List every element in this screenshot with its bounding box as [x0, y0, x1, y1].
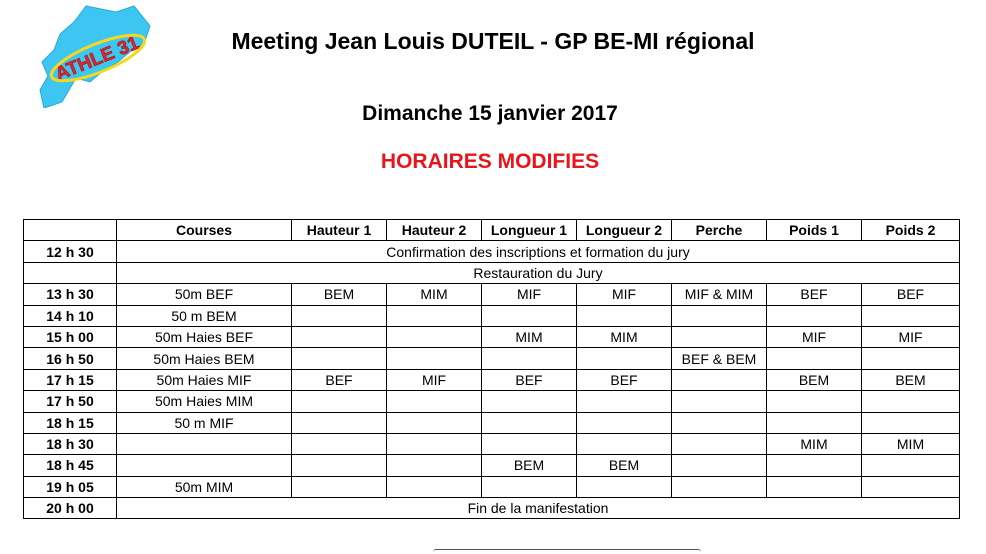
event-cell: [577, 476, 672, 497]
event-cell: [482, 476, 577, 497]
event-cell: [862, 348, 960, 369]
schedule-row: [24, 284, 960, 305]
schedule-row: [24, 433, 960, 454]
event-cell: BEF & BEM: [672, 348, 767, 369]
event-cell: [672, 326, 767, 347]
time-cell: 17 h 50: [24, 391, 117, 412]
event-cell: [577, 391, 672, 412]
event-cell: [387, 433, 482, 454]
event-cell: BEM: [292, 284, 387, 305]
event-cell: [672, 369, 767, 390]
athle31-logo: [38, 4, 158, 108]
schedule-row: [24, 326, 960, 347]
header-cell: Longueur 1: [482, 220, 577, 241]
event-cell: [862, 305, 960, 326]
event-cell: [387, 455, 482, 476]
logo-text-athle: ATHLE 31: [52, 32, 143, 86]
event-cell: [482, 412, 577, 433]
event-cell: [577, 348, 672, 369]
header-time-cell: [24, 220, 117, 241]
event-cell: [387, 348, 482, 369]
event-cell: [387, 391, 482, 412]
event-cell: BEM: [862, 369, 960, 390]
event-cell: [292, 305, 387, 326]
event-cell: [767, 305, 862, 326]
header-cell: Poids 2: [862, 220, 960, 241]
event-cell: BEM: [482, 455, 577, 476]
event-cell: [387, 326, 482, 347]
course-cell: [117, 433, 292, 454]
event-cell: [292, 476, 387, 497]
time-cell: 18 h 45: [24, 455, 117, 476]
event-cell: [862, 412, 960, 433]
event-cell: [387, 476, 482, 497]
event-cell: [482, 433, 577, 454]
event-cell: [767, 348, 862, 369]
event-cell: [292, 326, 387, 347]
course-cell: 50 m MIF: [117, 412, 292, 433]
event-cell: [482, 305, 577, 326]
course-cell: 50m Haies BEM: [117, 348, 292, 369]
event-cell: [672, 391, 767, 412]
event-cell: BEF: [862, 284, 960, 305]
schedule-row: [24, 241, 960, 262]
event-cell: [292, 433, 387, 454]
time-cell: 20 h 00: [24, 498, 117, 519]
event-cell: [862, 476, 960, 497]
event-cell: [767, 412, 862, 433]
time-cell: 13 h 30: [24, 284, 117, 305]
event-cell: [387, 412, 482, 433]
event-cell: MIF: [862, 326, 960, 347]
schedule-row: [24, 455, 960, 476]
schedule-row: [24, 348, 960, 369]
event-cell: MIF & MIM: [672, 284, 767, 305]
course-cell: 50m Haies BEF: [117, 326, 292, 347]
bottom-edge-hint: [433, 549, 701, 554]
event-cell: [672, 433, 767, 454]
event-cell: [862, 391, 960, 412]
header-cell: Longueur 2: [577, 220, 672, 241]
event-cell: [292, 348, 387, 369]
merged-cell: Fin de la manifestation: [117, 498, 960, 519]
event-cell: [672, 455, 767, 476]
schedule-table: [23, 219, 960, 519]
event-cell: [292, 391, 387, 412]
course-cell: 50m Haies MIM: [117, 391, 292, 412]
schedule-row: [24, 369, 960, 390]
schedule-row: [24, 476, 960, 497]
schedule-row: [24, 412, 960, 433]
event-cell: [862, 455, 960, 476]
time-cell: 16 h 50: [24, 348, 117, 369]
header-cell: Hauteur 1: [292, 220, 387, 241]
header-cell: Courses: [117, 220, 292, 241]
event-cell: MIM: [482, 326, 577, 347]
event-cell: MIF: [387, 369, 482, 390]
event-date: Dimanche 15 janvier 2017: [362, 102, 618, 125]
schedule-row: [24, 498, 960, 519]
course-cell: 50 m BEM: [117, 305, 292, 326]
event-cell: MIM: [387, 284, 482, 305]
schedule-row: [24, 262, 960, 283]
logo-graphic: [38, 4, 158, 108]
event-cell: BEF: [577, 369, 672, 390]
event-cell: [672, 305, 767, 326]
header-cell: Perche: [672, 220, 767, 241]
header-cell: Poids 1: [767, 220, 862, 241]
event-cell: [767, 391, 862, 412]
event-cell: BEF: [292, 369, 387, 390]
time-cell: 18 h 15: [24, 412, 117, 433]
event-cell: BEM: [767, 369, 862, 390]
time-cell: 14 h 10: [24, 305, 117, 326]
event-cell: BEM: [577, 455, 672, 476]
time-cell: [24, 262, 117, 283]
event-cell: [672, 412, 767, 433]
event-cell: MIF: [577, 284, 672, 305]
merged-cell: Restauration du Jury: [117, 262, 960, 283]
course-cell: 50m Haies MIF: [117, 369, 292, 390]
time-cell: 12 h 30: [24, 241, 117, 262]
time-cell: 19 h 05: [24, 476, 117, 497]
event-cell: [577, 433, 672, 454]
event-cell: [767, 455, 862, 476]
schedule-header-row: [24, 220, 960, 241]
schedule-body: [24, 241, 960, 519]
event-cell: MIF: [767, 326, 862, 347]
event-cell: [292, 412, 387, 433]
course-cell: 50m BEF: [117, 284, 292, 305]
schedule-row: [24, 305, 960, 326]
event-cell: MIM: [577, 326, 672, 347]
event-cell: [387, 305, 482, 326]
schedule-change-notice: HORAIRES MODIFIES: [380, 150, 600, 173]
time-cell: 18 h 30: [24, 433, 117, 454]
event-cell: [577, 412, 672, 433]
event-cell: [767, 476, 862, 497]
event-cell: BEF: [482, 369, 577, 390]
event-cell: BEF: [767, 284, 862, 305]
event-cell: MIM: [767, 433, 862, 454]
page-title: Meeting Jean Louis DUTEIL - GP BE-MI régional: [231, 28, 755, 54]
course-cell: [117, 455, 292, 476]
course-cell: 50m MIM: [117, 476, 292, 497]
event-cell: MIF: [482, 284, 577, 305]
event-cell: MIM: [862, 433, 960, 454]
merged-cell: Confirmation des inscriptions et formation du jury: [117, 241, 960, 262]
event-cell: [482, 391, 577, 412]
schedule-row: [24, 391, 960, 412]
event-cell: [292, 455, 387, 476]
event-cell: [672, 476, 767, 497]
header-cell: Hauteur 2: [387, 220, 482, 241]
event-cell: [577, 305, 672, 326]
time-cell: 17 h 15: [24, 369, 117, 390]
time-cell: 15 h 00: [24, 326, 117, 347]
event-cell: [482, 348, 577, 369]
